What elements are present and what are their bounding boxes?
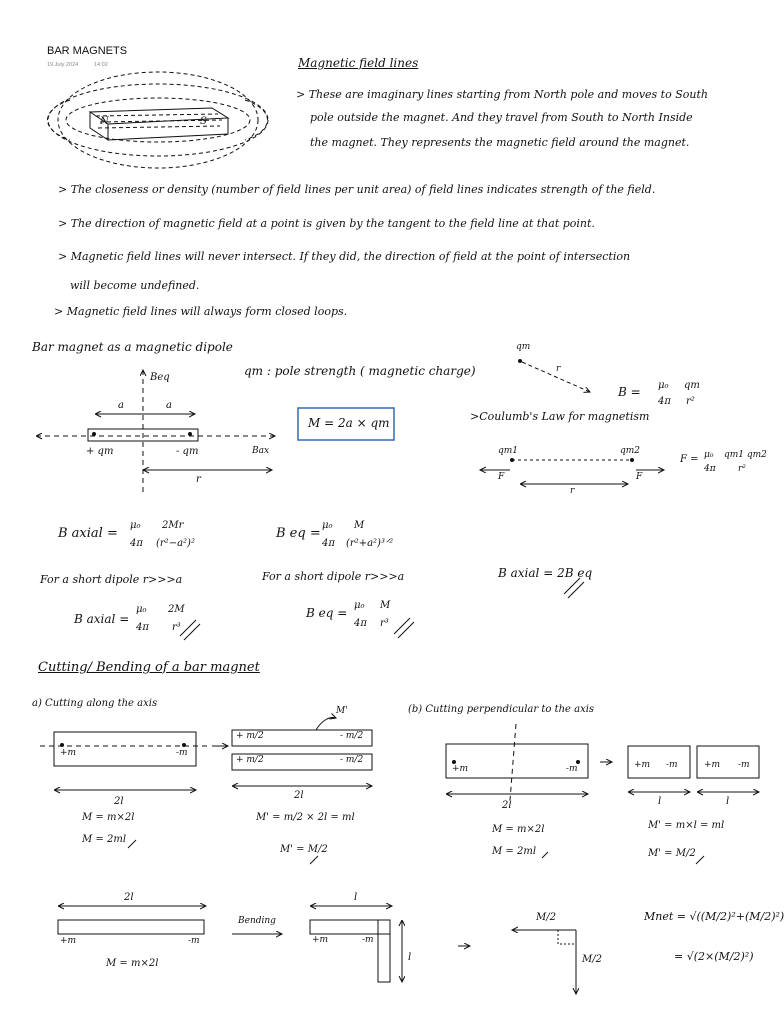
a-right-label: a [166, 400, 172, 411]
f-formula-mu: μ₀ [704, 450, 714, 460]
dipole-heading: Bar magnet as a magnetic dipole [32, 340, 233, 354]
page-date: 19 July 2024 [47, 62, 79, 68]
cut-a-mprime-label: M' [336, 706, 348, 716]
force-r-label: r [570, 486, 575, 496]
qm1-label: qm1 [498, 446, 519, 456]
cut-perp-heading: (b) Cutting perpendicular to the axis [408, 704, 595, 715]
b-formula-4pi: 4π [658, 396, 671, 407]
cut-b-p1-plus: +m [634, 760, 651, 770]
f-formula-lhs: F = [680, 454, 699, 465]
cut-a-m1: M = m×2l [82, 812, 135, 823]
b-axial-short-4pi: 4π [136, 622, 149, 633]
cut-b-p1-minus: -m [666, 760, 678, 770]
b-axial-4pi: 4π [130, 538, 143, 549]
f-right-label: F [636, 472, 643, 482]
b-eq-4pi: 4π [322, 538, 335, 549]
bend-len-top: l [354, 892, 358, 903]
cut-a-m2: M = 2ml [82, 834, 127, 845]
cut-a-bot-minus: - m/2 [340, 755, 364, 765]
cut-b-length: 2l [502, 800, 512, 811]
cut-b-m1: M = m×2l [492, 824, 545, 835]
b-eq-short-num: M [380, 600, 391, 611]
coulomb-heading: >Coulumb's Law for magnetism [470, 410, 650, 423]
cut-b-l2: l [726, 796, 730, 807]
cut-axis-diagram [40, 718, 372, 791]
b-formula-num: qm [684, 380, 700, 391]
moment-formula: M = 2a × qm [308, 416, 390, 430]
bend-b-minus: -m [362, 935, 374, 945]
short-dipole-eq: For a short dipole r>>>a [262, 570, 405, 583]
bend-len-side: l [408, 952, 412, 963]
south-pole-label: S [200, 116, 207, 127]
bar-magnet-field-sketch [48, 72, 269, 168]
b-axial-lhs: B axial = [58, 526, 118, 541]
north-pole-label: N [100, 116, 109, 127]
b-eq-short-4pi: 4π [354, 618, 367, 629]
bending-diagram [58, 906, 576, 994]
bend-vec2: M/2 [582, 954, 602, 965]
cut-b-l1: l [658, 796, 662, 807]
b-relation: B axial = 2B eq [498, 566, 593, 580]
bend-length: 2l [124, 892, 134, 903]
f-formula-num: qm1 qm2 [724, 450, 767, 460]
cut-a-minus-m: -m [176, 748, 188, 758]
field-lines-heading: Magnetic field lines [298, 56, 419, 70]
bend-m: M = m×2l [106, 958, 159, 969]
b-eq-short-mu: μ₀ [354, 600, 365, 611]
cutting-heading: Cutting/ Bending of a bar magnet [38, 660, 260, 675]
short-dipole-axial: For a short dipole r>>>a [40, 573, 183, 586]
cut-b-m2: M = 2ml [492, 846, 537, 857]
mnet-formula-2: = √(2×(M/2)²) [674, 950, 754, 963]
field-point-2: > The direction of magnetic field at a point is given by the tangent to the field line at that point. [58, 217, 595, 230]
cut-b-p2-minus: -m [738, 760, 750, 770]
b-eq-mu: μ₀ [322, 520, 333, 531]
plus-qm-label: + qm [86, 446, 114, 457]
b-axial-short-num: 2M [168, 604, 185, 615]
f-formula-4pi: 4π [704, 464, 716, 474]
b-axial-short-lhs: B axial = [74, 612, 130, 626]
beq-label: Beq [150, 372, 170, 383]
cut-b-minus-m: -m [566, 764, 578, 774]
page-title: BAR MAGNETS [47, 45, 128, 57]
cut-a-bot-plus: + m/2 [236, 755, 264, 765]
f-formula-den: r² [738, 464, 746, 474]
b-formula-den: r² [686, 396, 695, 407]
b-eq-short-lhs: B eq = [306, 606, 348, 620]
b-axial-den: (r²−a²)² [156, 538, 195, 549]
cut-a-mp1: M' = m/2 × 2l = ml [256, 812, 355, 823]
cut-a-length2: 2l [294, 790, 304, 801]
cut-a-length: 2l [114, 796, 124, 807]
r-label: r [196, 474, 201, 485]
b-eq-short-den: r³ [380, 618, 389, 629]
cut-axis-heading: a) Cutting along the axis [32, 698, 158, 709]
bend-plus-m: +m [60, 936, 77, 946]
b-axial-mu: μ₀ [130, 520, 141, 531]
cut-a-top-plus: + m/2 [236, 731, 264, 741]
cut-b-mp1: M' = m×l = ml [648, 820, 725, 831]
bend-minus-m: -m [188, 936, 200, 946]
cut-a-plus-m: +m [60, 748, 77, 758]
b-formula-mu: μ₀ [658, 380, 669, 391]
cut-a-mp2: M' = M/2 [280, 844, 328, 855]
field-lines-intro-3: the magnet. They represents the magnetic field around the magnet. [310, 136, 690, 149]
field-point-3b: will become undefined. [70, 279, 200, 292]
field-lines-intro-1: > These are imaginary lines starting from North pole and moves to South [296, 88, 708, 101]
bend-vec1: M/2 [536, 912, 556, 923]
a-left-label: a [118, 400, 124, 411]
b-axial-short-mu: μ₀ [136, 604, 147, 615]
cut-b-plus-m: +m [452, 764, 469, 774]
bax-label: Bax [252, 446, 270, 456]
coulomb-r: r [556, 364, 561, 374]
qm-definition: qm : pole strength ( magnetic charge) [244, 364, 476, 378]
b-eq-lhs: B eq = [276, 526, 321, 541]
dipole-diagram [36, 370, 275, 492]
field-point-3: > Magnetic field lines will never intersect. If they did, the direction of field at the point of intersection [58, 250, 631, 263]
field-point-4: > Magnetic field lines will always form closed loops. [54, 305, 348, 318]
coulomb-qm: qm [516, 342, 531, 352]
cut-b-mp2: M' = M/2 [648, 848, 696, 859]
b-axial-short-den: r³ [172, 622, 181, 633]
b-formula-lhs: B = [618, 385, 641, 399]
field-point-1: > The closeness or density (number of field lines per unit area) of field lines indicates strength of the field. [58, 183, 656, 196]
b-axial-num: 2Mr [162, 520, 184, 531]
field-lines-intro-2: pole outside the magnet. And they travel from South to North Inside [310, 111, 693, 124]
mnet-formula: Mnet = √((M/2)²+(M/2)²) [644, 910, 784, 923]
b-eq-num: M [354, 520, 365, 531]
qm2-label: qm2 [620, 446, 641, 456]
cut-a-top-minus: - m/2 [340, 731, 364, 741]
b-eq-den: (r²+a²)³ᐟ² [346, 538, 394, 549]
minus-qm-label: - qm [176, 446, 199, 457]
cut-b-p2-plus: +m [704, 760, 721, 770]
page-time: 14:02 [94, 62, 108, 68]
bend-b-plus: +m [312, 935, 329, 945]
emphasis-marks [128, 578, 704, 864]
bending-arrow-label: Bending [238, 916, 276, 926]
f-left-label: F [498, 472, 505, 482]
